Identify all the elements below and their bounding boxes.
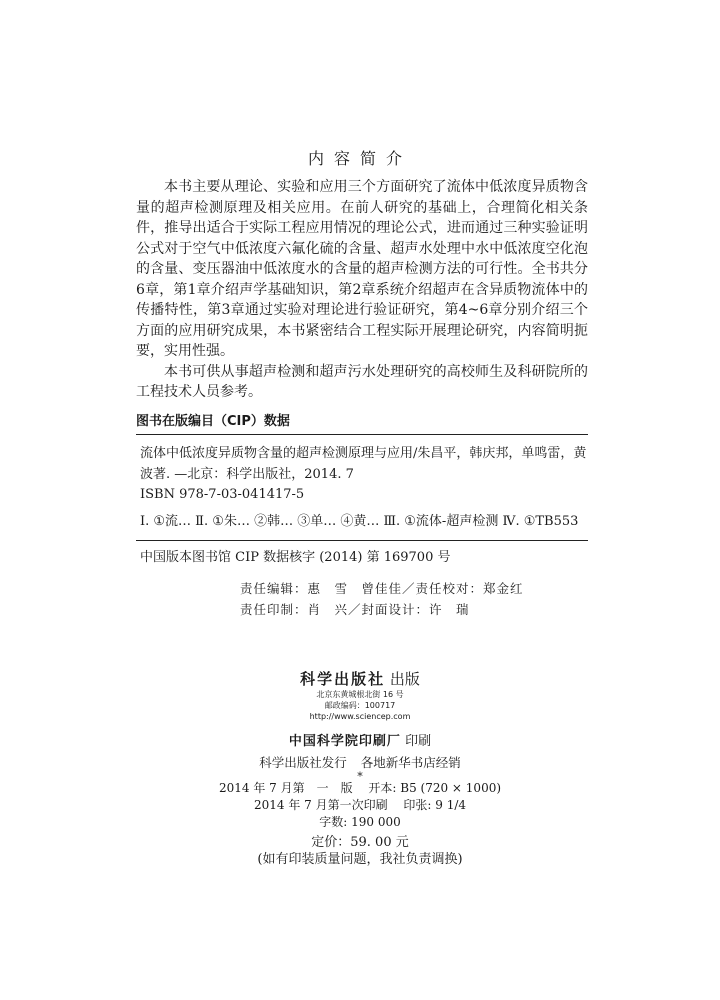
credits-line-production: 责任印制：肖 兴／封面设计：许 瑞: [240, 602, 470, 617]
distribution-line: 科学出版社发行 各地新华书店经销: [259, 755, 461, 770]
cip-footer: 中国版本图书馆 CIP 数据核字 (2014) 第 169700 号: [136, 540, 588, 567]
quality-note: (如有印装质量问题，我社负责调换): [257, 852, 463, 867]
printer-suffix: 印刷: [405, 734, 432, 749]
publisher-line: [0, 668, 720, 689]
edition-line: 2014 年 7 月第 一 版 开本: B5 (720 × 1000): [218, 781, 502, 795]
price: 定价：59. 00 元: [311, 835, 409, 850]
publisher-address: 北京东黄城根北街 16 号: [316, 690, 404, 699]
publisher-block: [0, 668, 720, 783]
printer-name: 中国科学院印刷厂: [288, 734, 401, 749]
cip-title-line: 流体中低浓度异质物含量的超声检测原理与应用/朱昌平，韩庆邦，单鸣雷，黄波著. —北京：科学出版社，2014. 7: [140, 446, 587, 482]
print-line: 2014 年 7 月第一次印刷 印张: 9 1/4: [253, 798, 467, 812]
cip-classification: Ⅰ. ①流… Ⅱ. ①朱… ②韩… ③单… ④黄… Ⅲ. ①流体-超声检测 Ⅳ. ①TB553: [140, 514, 579, 529]
printer-line: [0, 730, 720, 749]
separator-star: *: [357, 770, 363, 783]
cip-block: [136, 410, 588, 567]
cip-isbn: ISBN 978-7-03-041417-5: [140, 487, 305, 502]
summary-body: [136, 177, 588, 403]
summary-paragraph: 本书可供从事超声检测和超声污水处理研究的高校师生及科研院所的工程技术人员参考。: [136, 363, 588, 400]
publisher-suffix: 出版: [389, 670, 420, 688]
word-count: 字数: 190 000: [319, 815, 401, 829]
credits: [240, 578, 524, 620]
cip-heading: 图书在版编目（CIP）数据: [136, 410, 588, 435]
publisher-url: http://www.sciencep.com: [309, 712, 411, 721]
specs-block: [0, 780, 720, 868]
publisher-name: 科学出版社: [300, 670, 386, 688]
credits-line-editors: 责任编辑：惠 雪 曾佳佳／责任校对：郑金红: [240, 581, 524, 596]
summary-title: 内容简介: [307, 149, 412, 168]
publisher-postcode: 邮政编码：100717: [324, 701, 396, 710]
summary-paragraph: 本书主要从理论、实验和应用三个方面研究了流体中低浓度异质物含量的超声检测原理及相关应用。在前人研究的基础上，合理简化相关条件，推导出适合于实际工程应用情况的理论公式，进而通过三种实验证明公式对于空气中低浓度六氟化硫的含量、超声水处理中水中低浓度空化泡的含量、变压器油中低浓度水的含量的超声检测方法的可行性。全书共分6章，第1章介绍声学基础知识，第2章系统介绍超声在含异质物流体中的传播特性，第3章通过实验对理论进行验证研究，第4~6章分别介绍三个方面的应用研究成果，本书紧密结合工程实际开展理论研究，内容简明扼要，实用性强。: [136, 179, 588, 359]
cip-body: [136, 443, 588, 532]
